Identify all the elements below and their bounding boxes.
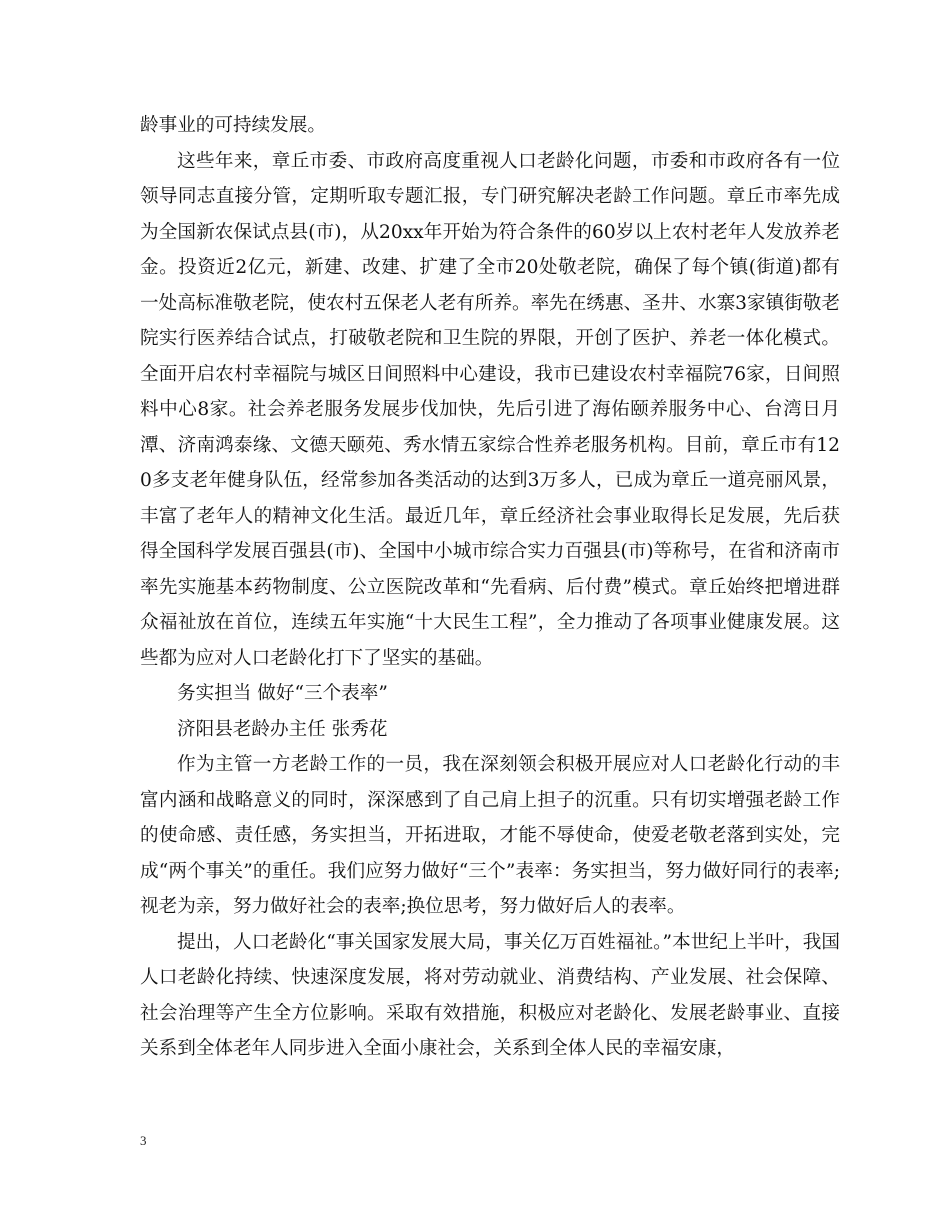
author-line: 济阳县老龄办主任 张秀花 bbox=[177, 718, 388, 740]
paragraph-aging-impact: 提出，人口老龄化“事关国家发展大局，事关亿万百姓福祉。”本世纪上半叶，我国人口老龄化持续、快速深度发展，将对劳动就业、消费结构、产业发展、社会保障、社会治理等产生全方位影响。采取有效措施，积极应对老龄化、发展老龄事业、直接关系到全体老年人同步进入全面小康社会，关系到全体人民的幸福安康， bbox=[140, 931, 840, 1059]
paragraph-responsibility: 作为主管一方老龄工作的一员，我在深刻领会积极开展应对人口老龄化行动的丰富内涵和战略意义的同时，深深感到了自己肩上担子的沉重。只有切实增强老龄工作的使命感、责任感，务实担当，开拓进取，才能不辱使命，使爱老敬老落到实处，完成“两个事关”的重任。我们应努力做好“三个”表率：务实担当，努力做好同行的表率;视老为亲，努力做好社会的表率;换位思考，努力做好后人的表率。 bbox=[140, 754, 840, 917]
page-number: 3 bbox=[140, 1133, 147, 1148]
paragraph-zhangqiu: 这些年来，章丘市委、市政府高度重视人口老龄化问题，市委和市政府各有一位领导同志直接分管，定期听取专题汇报，专门研究解决老龄工作问题。章丘市率先成为全国新农保试点县(市)，从20xx年开始为符合条件的60岁以上农村老年人发放养老金。投资近2亿元，新建、改建、扩建了全市20处敬老院，确保了每个镇(街道)都有一处高标准敬老院，使农村五保老人老有所养。率先在绣惠、圣井、水寨3家镇街敬老院实行医养结合试点，打破敬老院和卫生院的界限，开创了医护、养老一体化模式。全面开启农村幸福院与城区日间照料中心建设，我市已建设农村幸福院76家，日间照料中心8家。社会养老服务发展步伐加快，先后引进了海佑颐养服务中心、台湾日月潭、济南鸿泰缘、文德天颐苑、秀水情五家综合性养老服务机构。目前，章丘市有120多支老年健身队伍，经常参加各类活动的达到3万多人，已成为章丘一道亮丽风景，丰富了老年人的精神文化生活。最近几年，章丘经济社会事业取得长足发展，先后获得全国科学发展百强县(市)、全国中小城市综合实力百强县(市)等称号，在省和济南市率先实施基本药物制度、公立医院改革和“先看病、后付费”模式。章丘始终把增进群众福祉放在首位，连续五年实施“十大民生工程”，全力推动了各项事业健康发展。这些都为应对人口老龄化打下了坚实的基础。 bbox=[140, 150, 840, 669]
page-body bbox=[140, 108, 840, 1067]
paragraph-continuation: 龄事业的可持续发展。 bbox=[140, 115, 326, 136]
section-heading: 务实担当 做好“三个表率” bbox=[177, 683, 388, 704]
